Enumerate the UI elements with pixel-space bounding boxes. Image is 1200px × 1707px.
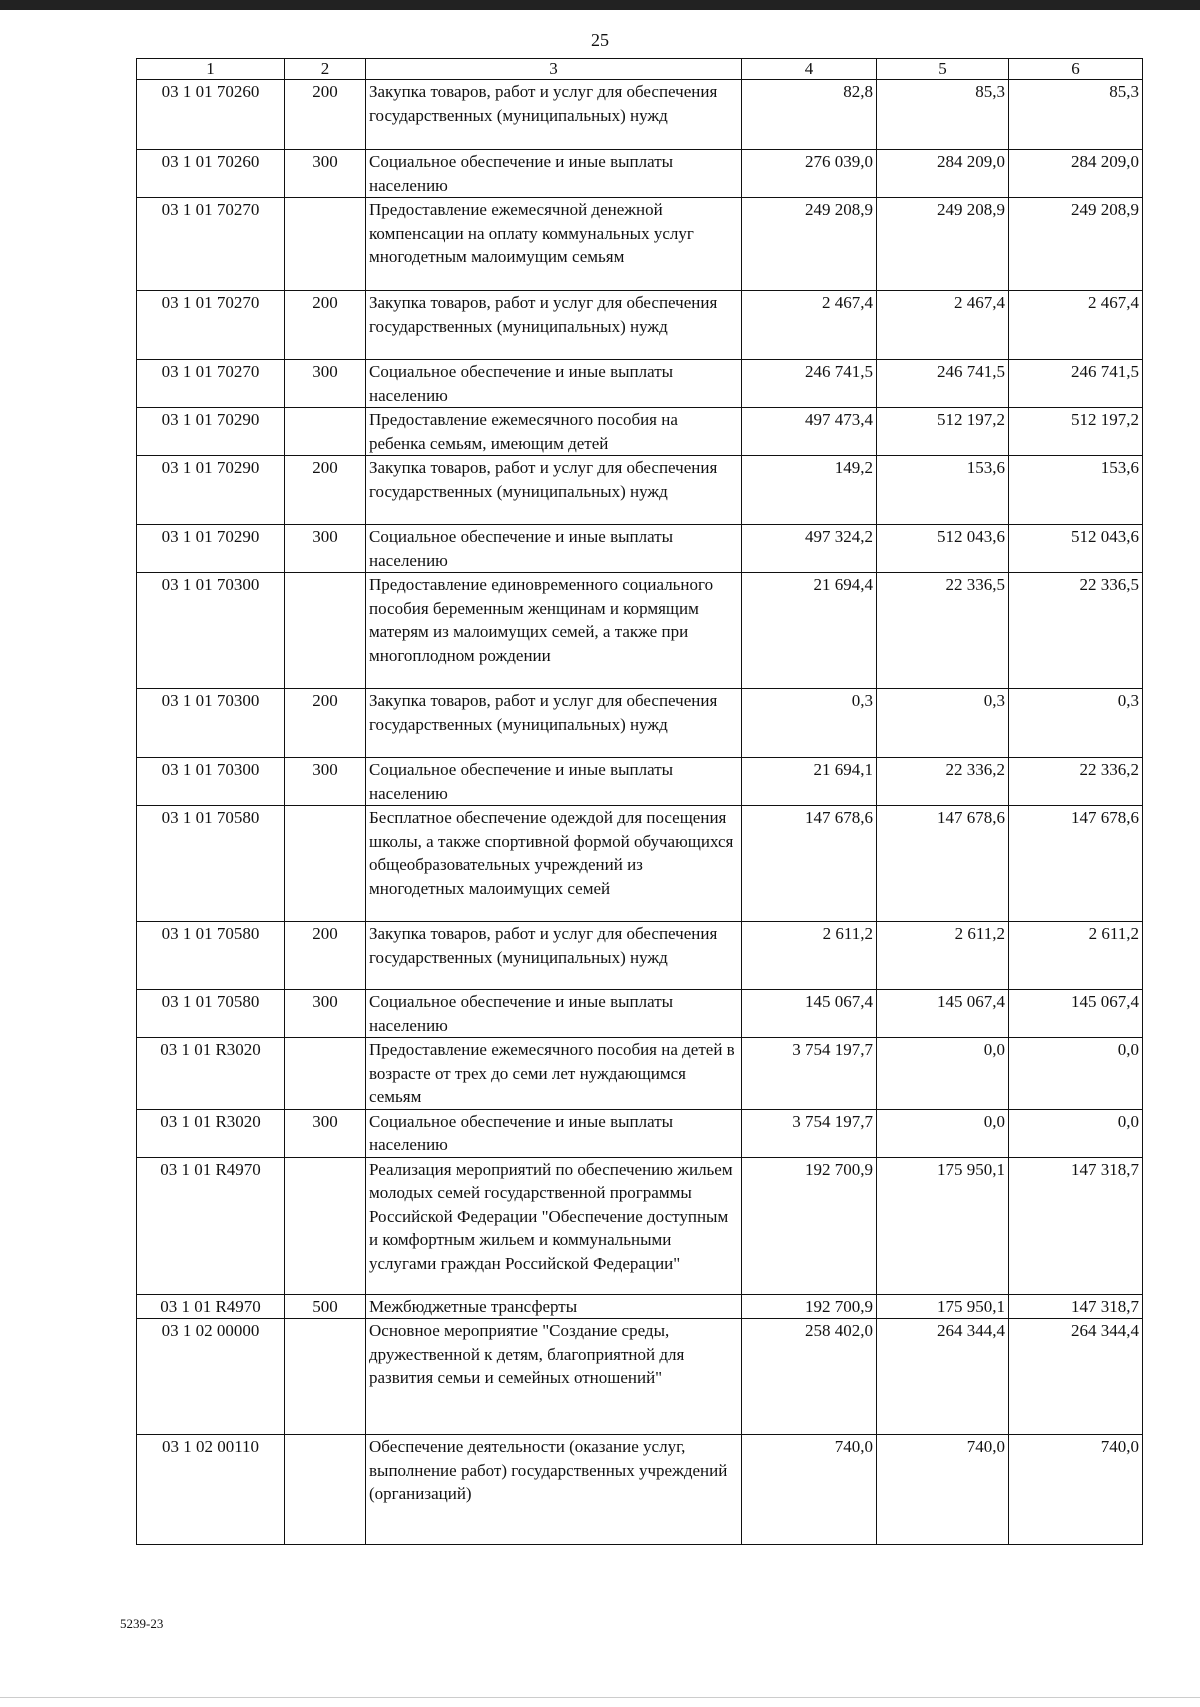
row-value-2: 2 467,4 xyxy=(877,291,1009,360)
row-value-1: 149,2 xyxy=(742,456,877,525)
row-value-1: 276 039,0 xyxy=(742,150,877,198)
row-name: Предоставление ежемесячного пособия на ребенка семьям, имеющим детей xyxy=(366,408,742,456)
row-value-1: 3 754 197,7 xyxy=(742,1038,877,1110)
row-code: 03 1 01 70260 xyxy=(137,150,285,198)
row-expense-type: 500 xyxy=(285,1294,366,1319)
row-value-3: 512 197,2 xyxy=(1009,408,1143,456)
table-row xyxy=(137,922,1143,990)
document-code: 5239-23 xyxy=(120,1616,164,1631)
table-row xyxy=(137,806,1143,922)
row-expense-type: 200 xyxy=(285,291,366,360)
row-code: 03 1 01 70290 xyxy=(137,408,285,456)
row-value-1: 497 473,4 xyxy=(742,408,877,456)
row-code: 03 1 01 70580 xyxy=(137,990,285,1038)
row-value-2: 512 197,2 xyxy=(877,408,1009,456)
row-code: 03 1 01 70290 xyxy=(137,525,285,573)
row-name: Предоставление ежемесячного пособия на детей в возрасте от трех до семи лет нуждающимся семьям xyxy=(366,1038,742,1110)
row-value-3: 246 741,5 xyxy=(1009,360,1143,408)
scan-top-edge xyxy=(0,0,1200,10)
row-code: 03 1 01 70290 xyxy=(137,456,285,525)
row-code: 03 1 01 70580 xyxy=(137,922,285,990)
table-row xyxy=(137,291,1143,360)
row-name: Социальное обеспечение и иные выплаты населению xyxy=(366,990,742,1038)
row-value-1: 740,0 xyxy=(742,1435,877,1545)
row-value-1: 192 700,9 xyxy=(742,1157,877,1294)
column-header: 5 xyxy=(877,59,1009,80)
row-name: Межбюджетные трансферты xyxy=(366,1294,742,1319)
row-value-2: 145 067,4 xyxy=(877,990,1009,1038)
row-value-3: 264 344,4 xyxy=(1009,1319,1143,1435)
row-expense-type: 300 xyxy=(285,1109,366,1157)
table-row xyxy=(137,1157,1143,1294)
row-name: Социальное обеспечение и иные выплаты населению xyxy=(366,758,742,806)
column-header: 3 xyxy=(366,59,742,80)
row-name: Предоставление единовременного социального пособия беременным женщинам и кормящим матерям из малоимущих семей, а также при многоплодном рождении xyxy=(366,573,742,689)
column-header: 4 xyxy=(742,59,877,80)
row-value-1: 21 694,1 xyxy=(742,758,877,806)
row-value-2: 22 336,5 xyxy=(877,573,1009,689)
row-value-3: 85,3 xyxy=(1009,80,1143,150)
scan-bottom-edge xyxy=(0,1697,1200,1698)
row-code: 03 1 01 70300 xyxy=(137,689,285,758)
row-value-2: 0,3 xyxy=(877,689,1009,758)
column-header: 1 xyxy=(137,59,285,80)
table-row xyxy=(137,360,1143,408)
table-row xyxy=(137,150,1143,198)
table-row xyxy=(137,1435,1143,1545)
table-row xyxy=(137,408,1143,456)
row-expense-type: 300 xyxy=(285,525,366,573)
row-expense-type: 200 xyxy=(285,80,366,150)
row-value-1: 145 067,4 xyxy=(742,990,877,1038)
row-name: Закупка товаров, работ и услуг для обеспечения государственных (муниципальных) нужд xyxy=(366,291,742,360)
row-value-1: 192 700,9 xyxy=(742,1294,877,1319)
row-value-1: 2 611,2 xyxy=(742,922,877,990)
row-value-3: 147 678,6 xyxy=(1009,806,1143,922)
row-code: 03 1 01 70270 xyxy=(137,360,285,408)
row-value-2: 175 950,1 xyxy=(877,1294,1009,1319)
row-name: Предоставление ежемесячной денежной компенсации на оплату коммунальных услуг многодетным малоимущим семьям xyxy=(366,198,742,291)
row-name: Социальное обеспечение и иные выплаты населению xyxy=(366,150,742,198)
row-code: 03 1 01 70580 xyxy=(137,806,285,922)
row-value-3: 22 336,5 xyxy=(1009,573,1143,689)
budget-table xyxy=(136,58,1143,1545)
row-expense-type xyxy=(285,1157,366,1294)
row-value-1: 82,8 xyxy=(742,80,877,150)
row-name: Бесплатное обеспечение одеждой для посещения школы, а также спортивной формой обучающихся общеобразовательных учреждений из многодетных малоимущих семей xyxy=(366,806,742,922)
row-value-2: 246 741,5 xyxy=(877,360,1009,408)
table-row xyxy=(137,1038,1143,1110)
row-value-1: 147 678,6 xyxy=(742,806,877,922)
row-value-3: 22 336,2 xyxy=(1009,758,1143,806)
row-code: 03 1 01 70270 xyxy=(137,198,285,291)
row-value-3: 284 209,0 xyxy=(1009,150,1143,198)
row-value-2: 0,0 xyxy=(877,1038,1009,1110)
row-value-2: 0,0 xyxy=(877,1109,1009,1157)
table-row xyxy=(137,456,1143,525)
row-value-3: 0,3 xyxy=(1009,689,1143,758)
row-value-1: 497 324,2 xyxy=(742,525,877,573)
row-value-2: 284 209,0 xyxy=(877,150,1009,198)
row-value-3: 2 467,4 xyxy=(1009,291,1143,360)
row-expense-type: 300 xyxy=(285,758,366,806)
row-code: 03 1 01 R4970 xyxy=(137,1294,285,1319)
row-value-1: 0,3 xyxy=(742,689,877,758)
row-value-3: 512 043,6 xyxy=(1009,525,1143,573)
row-value-3: 740,0 xyxy=(1009,1435,1143,1545)
row-value-2: 85,3 xyxy=(877,80,1009,150)
table-row xyxy=(137,990,1143,1038)
page-number: 25 xyxy=(591,30,609,50)
row-value-1: 2 467,4 xyxy=(742,291,877,360)
row-value-2: 264 344,4 xyxy=(877,1319,1009,1435)
row-name: Обеспечение деятельности (оказание услуг, выполнение работ) государственных учреждений (организаций) xyxy=(366,1435,742,1545)
row-name: Основное мероприятие "Создание среды, дружественной к детям, благоприятной для развития семьи и семейных отношений" xyxy=(366,1319,742,1435)
row-value-1: 249 208,9 xyxy=(742,198,877,291)
row-value-2: 153,6 xyxy=(877,456,1009,525)
row-value-3: 145 067,4 xyxy=(1009,990,1143,1038)
row-value-2: 2 611,2 xyxy=(877,922,1009,990)
row-name: Социальное обеспечение и иные выплаты населению xyxy=(366,525,742,573)
row-expense-type: 200 xyxy=(285,922,366,990)
row-value-3: 147 318,7 xyxy=(1009,1294,1143,1319)
row-expense-type xyxy=(285,1435,366,1545)
row-code: 03 1 01 70260 xyxy=(137,80,285,150)
row-expense-type: 200 xyxy=(285,456,366,525)
row-value-3: 0,0 xyxy=(1009,1109,1143,1157)
table-row xyxy=(137,1294,1143,1319)
row-expense-type xyxy=(285,573,366,689)
table-header-row xyxy=(137,59,1143,80)
table-row xyxy=(137,689,1143,758)
row-name: Реализация мероприятий по обеспечению жильем молодых семей государственной программы Российской Федерации "Обеспечение доступным и комфортным жильем и коммунальными услугами граждан Российской Федерации" xyxy=(366,1157,742,1294)
row-value-2: 147 678,6 xyxy=(877,806,1009,922)
row-expense-type: 200 xyxy=(285,689,366,758)
row-expense-type: 300 xyxy=(285,150,366,198)
row-code: 03 1 02 00110 xyxy=(137,1435,285,1545)
row-value-2: 249 208,9 xyxy=(877,198,1009,291)
row-value-1: 246 741,5 xyxy=(742,360,877,408)
row-code: 03 1 01 70300 xyxy=(137,758,285,806)
row-code: 03 1 01 R4970 xyxy=(137,1157,285,1294)
row-expense-type xyxy=(285,806,366,922)
row-code: 03 1 02 00000 xyxy=(137,1319,285,1435)
row-name: Социальное обеспечение и иные выплаты населению xyxy=(366,360,742,408)
row-value-3: 153,6 xyxy=(1009,456,1143,525)
row-value-2: 175 950,1 xyxy=(877,1157,1009,1294)
row-value-1: 3 754 197,7 xyxy=(742,1109,877,1157)
table-row xyxy=(137,525,1143,573)
row-code: 03 1 01 70270 xyxy=(137,291,285,360)
row-expense-type: 300 xyxy=(285,360,366,408)
row-name: Социальное обеспечение и иные выплаты населению xyxy=(366,1109,742,1157)
row-code: 03 1 01 70300 xyxy=(137,573,285,689)
row-value-2: 512 043,6 xyxy=(877,525,1009,573)
row-value-3: 249 208,9 xyxy=(1009,198,1143,291)
table-body xyxy=(137,80,1143,1545)
column-header: 2 xyxy=(285,59,366,80)
column-header: 6 xyxy=(1009,59,1143,80)
row-name: Закупка товаров, работ и услуг для обеспечения государственных (муниципальных) нужд xyxy=(366,922,742,990)
table-row xyxy=(137,198,1143,291)
row-value-3: 2 611,2 xyxy=(1009,922,1143,990)
row-value-3: 0,0 xyxy=(1009,1038,1143,1110)
row-expense-type: 300 xyxy=(285,990,366,1038)
table-row xyxy=(137,758,1143,806)
row-value-3: 147 318,7 xyxy=(1009,1157,1143,1294)
row-value-2: 740,0 xyxy=(877,1435,1009,1545)
row-name: Закупка товаров, работ и услуг для обеспечения государственных (муниципальных) нужд xyxy=(366,456,742,525)
row-value-1: 258 402,0 xyxy=(742,1319,877,1435)
row-value-1: 21 694,4 xyxy=(742,573,877,689)
row-expense-type xyxy=(285,408,366,456)
table-row xyxy=(137,573,1143,689)
row-name: Закупка товаров, работ и услуг для обеспечения государственных (муниципальных) нужд xyxy=(366,80,742,150)
row-value-2: 22 336,2 xyxy=(877,758,1009,806)
row-expense-type xyxy=(285,1319,366,1435)
row-code: 03 1 01 R3020 xyxy=(137,1038,285,1110)
row-name: Закупка товаров, работ и услуг для обеспечения государственных (муниципальных) нужд xyxy=(366,689,742,758)
row-expense-type xyxy=(285,198,366,291)
row-expense-type xyxy=(285,1038,366,1110)
row-code: 03 1 01 R3020 xyxy=(137,1109,285,1157)
table-row xyxy=(137,1319,1143,1435)
table-row xyxy=(137,80,1143,150)
table-row xyxy=(137,1109,1143,1157)
